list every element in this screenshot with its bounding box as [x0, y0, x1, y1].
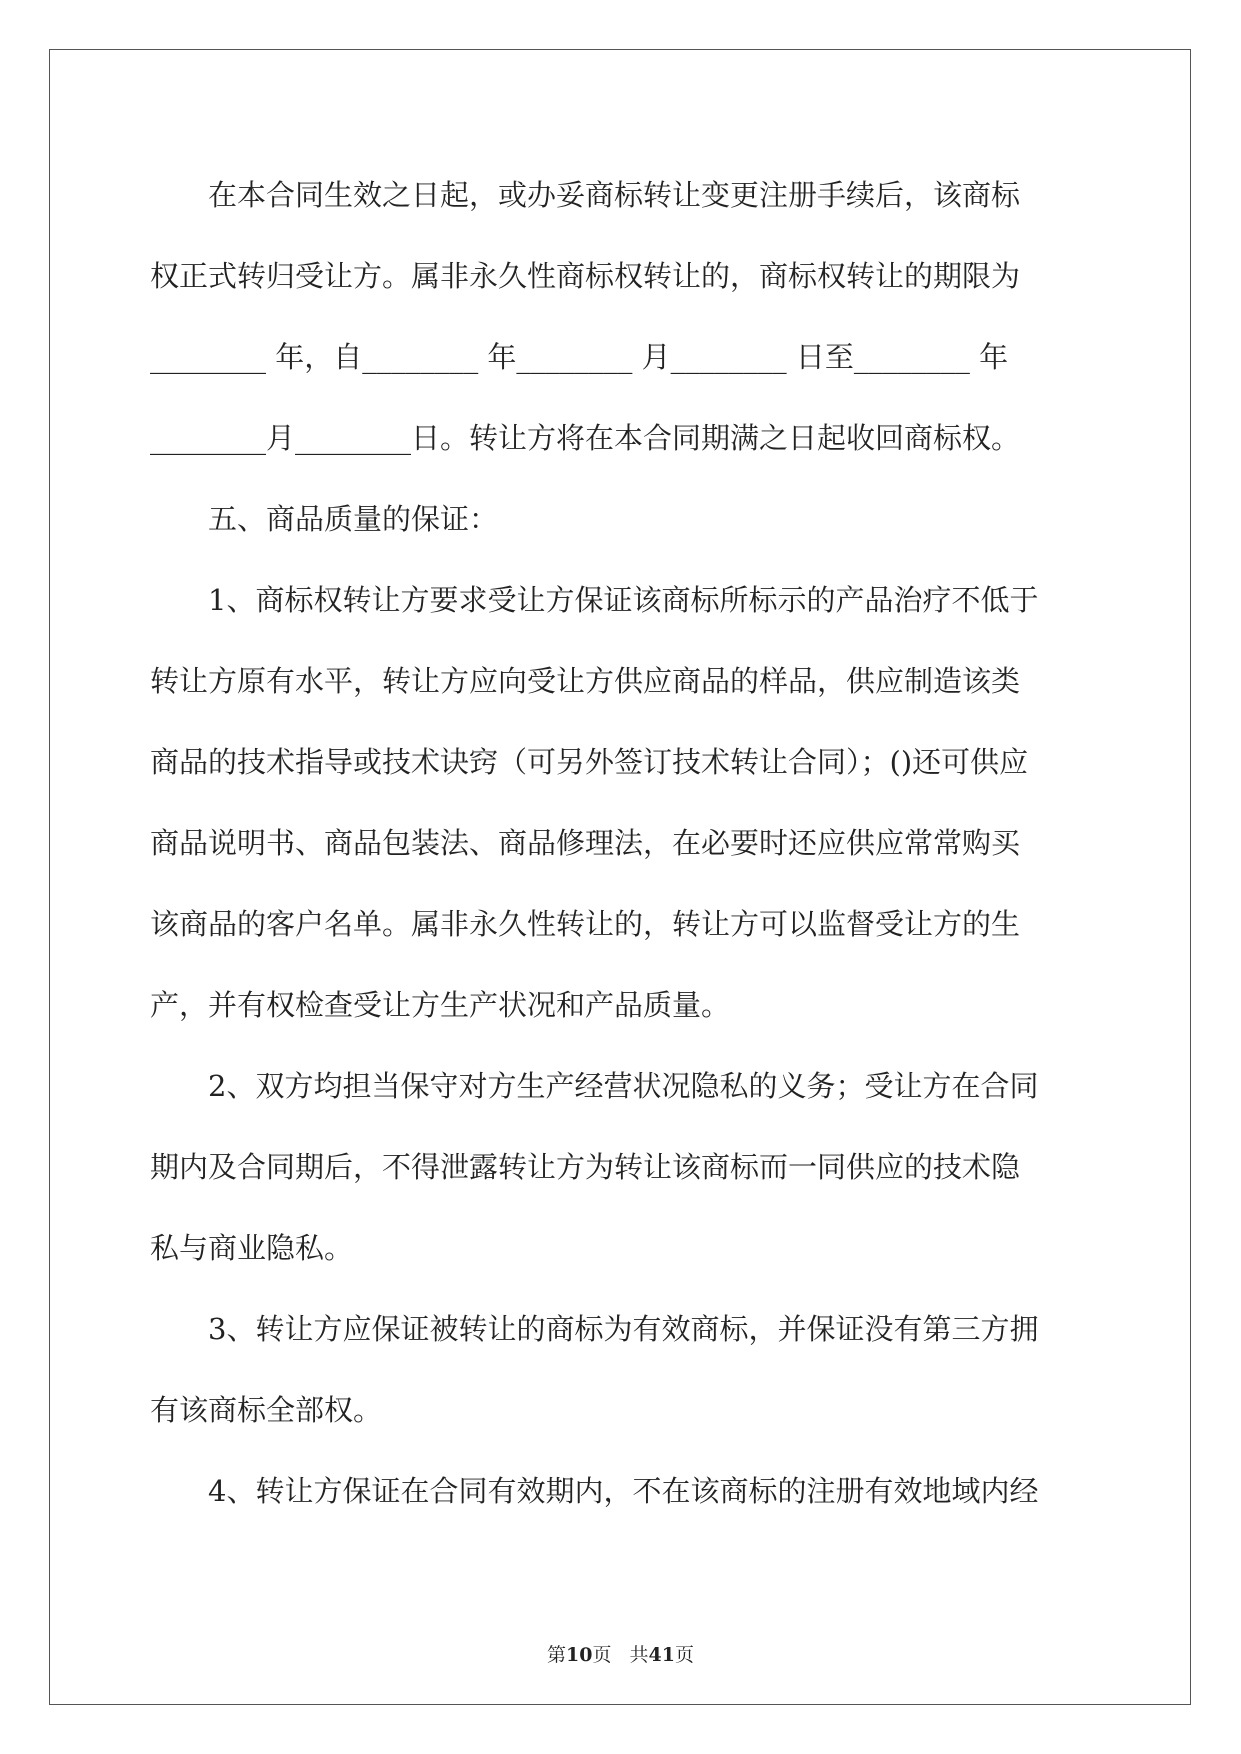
- text-line-15: 3、转让方应保证被转让的商标为有效商标，并保证没有第三方拥: [150, 1312, 1039, 1346]
- page-number: 10: [566, 1644, 593, 1666]
- text-line-8: 商品的技术指导或技术诀窍（可另外签订技术转让合同）；()还可供应: [150, 745, 1029, 779]
- document-body: [150, 165, 1090, 1542]
- total-pages: 41: [648, 1644, 675, 1666]
- text-line-6: 1、商标权转让方要求受让方保证该商标所标示的产品治疗不低于: [150, 583, 1039, 617]
- text-line-16: 有该商标全部权。: [150, 1393, 383, 1427]
- text-line-11: 产，并有权检查受让方生产状况和产品质量。: [150, 988, 731, 1022]
- text-line-13: 期内及合同期后，不得泄露转让方为转让该商标而一同供应的技术隐: [150, 1150, 1021, 1184]
- text-line-7: 转让方原有水平，转让方应向受让方供应商品的样品，供应制造该类: [150, 664, 1021, 698]
- text-line-1: 在本合同生效之日起，或办妥商标转让变更注册手续后，该商标: [150, 178, 1021, 212]
- text-line-14: 私与商业隐私。: [150, 1231, 354, 1265]
- text-line-4: ________月________日。转让方将在本合同期满之日起收回商标权。: [150, 421, 1021, 455]
- page-prefix: 第: [547, 1644, 567, 1666]
- section-heading-5: 五、商品质量的保证：: [150, 502, 499, 536]
- text-line-3: ________ 年，自________ 年________ 月________ 日至________ 年: [150, 340, 1009, 374]
- page-suffix: 页: [592, 1644, 612, 1666]
- total-suffix: 页: [674, 1644, 694, 1666]
- text-line-12: 2、双方均担当保守对方生产经营状况隐私的义务；受让方在合同: [150, 1069, 1039, 1103]
- text-line-9: 商品说明书、商品包装法、商品修理法，在必要时还应供应常常购买: [150, 826, 1021, 860]
- total-prefix: 共: [629, 1644, 649, 1666]
- text-line-10: 该商品的客户名单。属非永久性转让的，转让方可以监督受让方的生: [150, 907, 1021, 941]
- text-line-2: 权正式转归受让方。属非永久性商标权转让的，商标权转让的期限为: [150, 259, 1021, 293]
- page-footer: [0, 1640, 1241, 1667]
- text-line-17: 4、转让方保证在合同有效期内，不在该商标的注册有效地域内经: [150, 1474, 1039, 1508]
